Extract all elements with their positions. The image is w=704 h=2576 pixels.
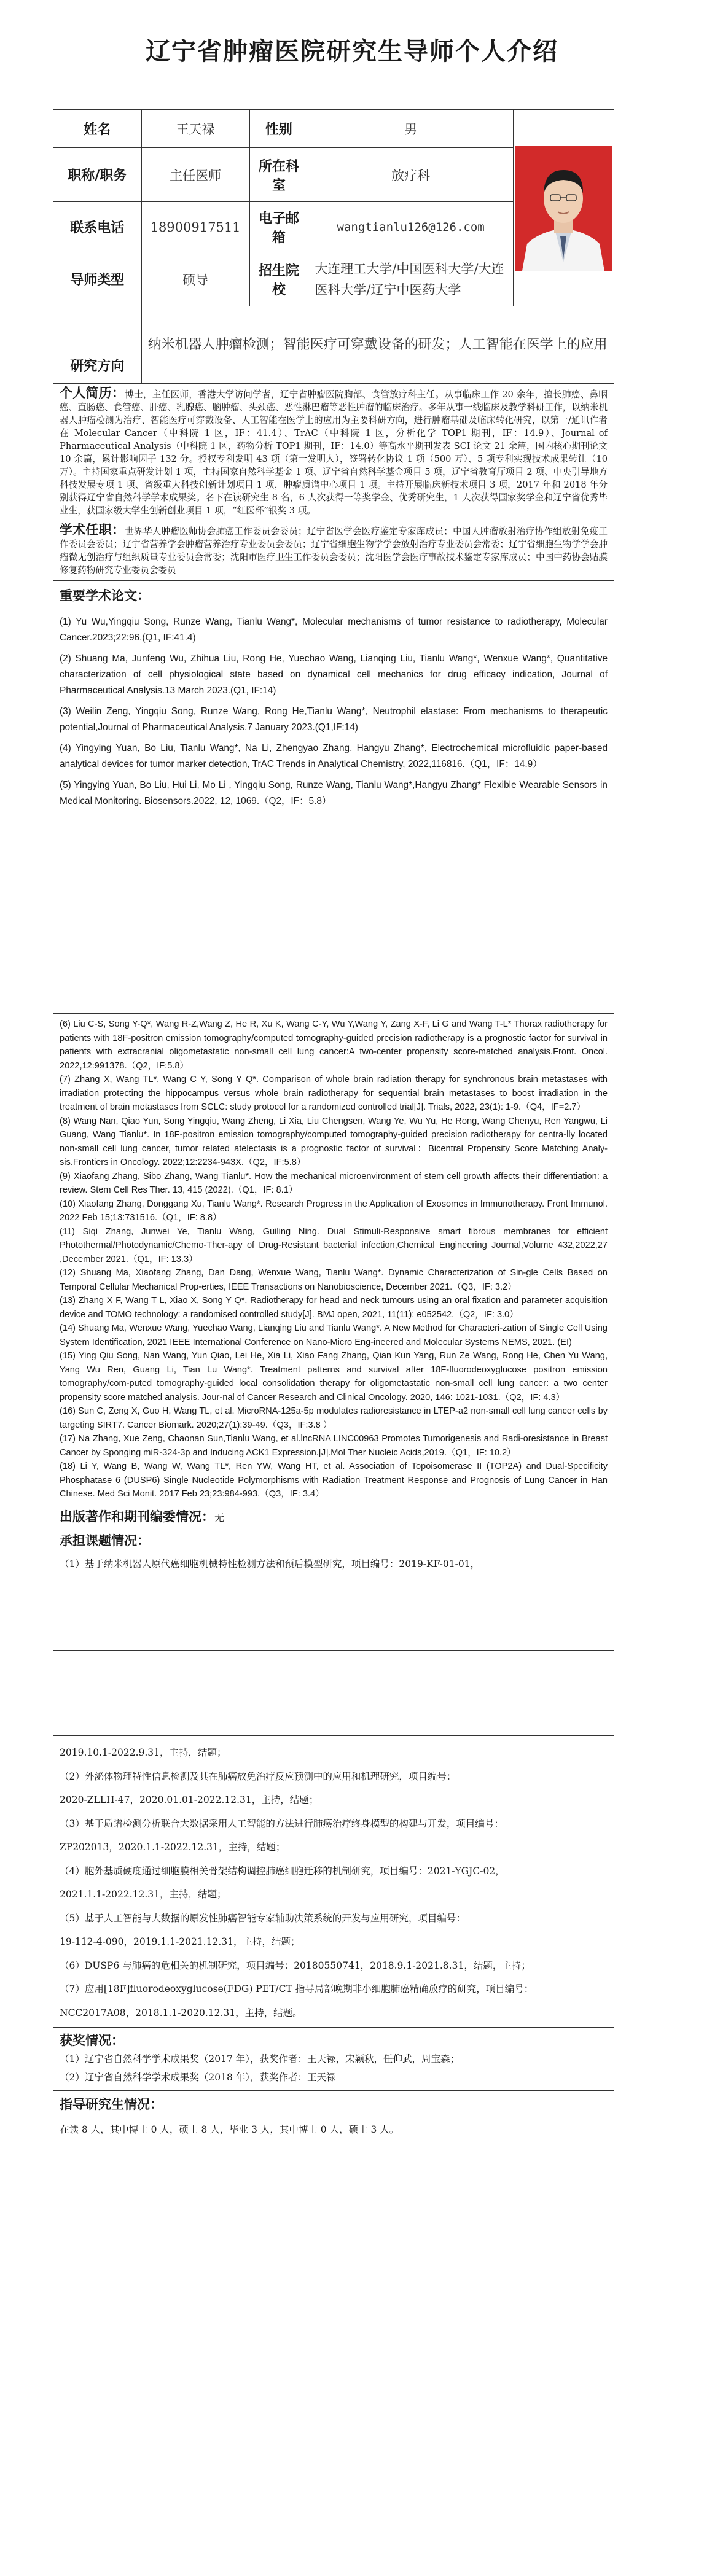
dept-label: 所在科室 <box>249 148 308 202</box>
info-table <box>53 109 614 384</box>
name-value: 王天禄 <box>141 110 249 148</box>
papers-list-1 <box>53 614 614 809</box>
paper-item: (8) Wang Nan, Qiao Yun, Song Yingqiu, Wang Zheng, Li Xia, Liu Chengsen, Wang Ye, Wu Yu, He Rong, Wang Chenyu, Ren Yangwu, Li Guang, Wang Tianlu*. In 18F-positron emission tomography/computed tomography-guided precision radiotherapy for centra-lly located non-small cell lung cancer, tumor related atelectasis is a prognostic factor of survival：Bicentral Propensity Score Matching Analy-sis.Frontiers in Oncology. 2022;12:2234-943X.（Q2，IF:5.8） <box>60 1116 608 1167</box>
bio-section <box>53 384 614 521</box>
content-box-2 <box>53 1013 614 1651</box>
academic-heading: 学术任职： <box>60 523 125 537</box>
phone-label: 联系电话 <box>53 202 142 252</box>
papers-heading: 重要学术论文： <box>60 588 150 603</box>
paper-item: (5) Yingying Yuan, Bo Liu, Hui Li, Mo Li , Yingqiu Song, Runze Wang, Tianlu Wang*,Hangyu Zhang* Flexible Wearable Sensors in Medical Monitoring. Biosensors.2022, 12, 1069.（Q2，IF：5.8） <box>60 780 608 806</box>
awards-section <box>53 2027 614 2090</box>
guidance-text: 在读 8 人，其中博士 0 人，硕士 8 人，毕业 3 人，其中博士 0 人，硕士 3 人。 <box>53 2117 614 2141</box>
paper-item: (12) Shuang Ma, Xiaofang Zhang, Dan Dang, Wenxue Wang, Tianlu Wang*. Dynamic Characterization of Sin-gle Cells Based on Temporal Cellular Mechanical Prop-erties, IEEE Transactions on Nanobioscience, December 2021.（Q3，IF: 3.2） <box>60 1268 608 1292</box>
page-title: 辽宁省肿瘤医院研究生导师个人介绍 <box>146 37 558 66</box>
projects-list-1 <box>53 1552 614 1576</box>
guidance-heading: 指导研究生情况： <box>60 2097 163 2112</box>
gender-label: 性别 <box>249 110 308 148</box>
project-item: （1）基于纳米机器人原代癌细胞机械特性检测方法和预后模型研究，项目编号：2019-KF-01-01， <box>60 1558 480 1570</box>
paper-item: (17) Na Zhang, Xue Zeng, Chaonan Sun,Tianlu Wang, et al.lncRNA LINC00963 Promotes Tumorigenesis and Radi-oresistance in Breast Cancer by Sponging miR-324-3p and Inducing ACK1 Expression.[J].Mol Ther Nucleic Acids,2019.（Q1，IF: 10.2） <box>60 1434 608 1458</box>
dept-value: 放疗科 <box>308 148 514 202</box>
research-label: 研究方向 <box>53 306 142 384</box>
paper-item: (11) Siqi Zhang, Junwei Ye, Tianlu Wang, Guiling Ning. Dual Stimuli-Responsive smart fibrous membranes for efficient Photothermal/Photodynamic/Chemo-Ther-apy of Drug-Resistant bacterial infection,Chemical Engineering Journal,Volume 432,2022,27 ,December 2021.（Q1，IF: 13.3） <box>60 1226 608 1264</box>
awards-heading: 获奖情况： <box>60 2033 124 2048</box>
school-value: 大连理工大学/中国医科大学/大连医科大学/辽宁中医药大学 <box>308 252 514 306</box>
project-item: 2021.1.1-2022.12.31，主持，结题； <box>60 1889 227 1900</box>
page-1 <box>0 0 704 858</box>
project-item: （6）DUSP6 与肺癌的危相关的机制研究，项目编号：20180550741，2018.9.1-2021.8.31，结题，主持； <box>60 1959 531 1971</box>
projects-list-2 <box>53 1736 614 2027</box>
research-value: 纳米机器人肿瘤检测；智能医疗可穿戴设备的研发；人工智能在医学上的应用 <box>141 306 614 384</box>
paper-item: (9) Xiaofang Zhang, Sibo Zhang, Wang Tianlu*. How the mechanical microenvironment of stem cell growth affects their differentiation: a review. Stem Cell Res Ther. 13, 415 (2022).（Q1，IF: 8.1） <box>60 1171 608 1195</box>
title-label: 职称/职务 <box>53 148 142 202</box>
paper-item: (1) Yu Wu,Yingqiu Song, Runze Wang, Tianlu Wang*, Molecular mechanisms of tumor resistance to radiotherapy, Molecular Cancer.2023;22:96.(Q1, IF:41.4) <box>60 617 608 643</box>
paper-item: (14) Shuang Ma, Wenxue Wang, Yuechao Wang, Lianqing Liu and Tianlu Wang*. A New Method for Characteri-zation of Single Cell Using System Identification, 2021 IEEE International Conference on Nano-Micro Eng-ineered and Molecular Systems NEMS, 2021. (EI) <box>60 1323 608 1347</box>
publications-text: 无 <box>214 1511 225 1523</box>
portrait-photo <box>515 146 612 271</box>
paper-item: (10) Xiaofang Zhang, Donggang Xu, Tianlu Wang*. Research Progress in the Application of Exosomes in Immunotherapy. Front Immunol. 2022 Feb 15;13:731516.（Q1，IF: 8.8） <box>60 1199 608 1223</box>
email-label: 电子邮箱 <box>249 202 308 252</box>
bio-text: 博士，主任医师，香港大学访问学者，辽宁省肿瘤医院胸部、食管放疗科主任。从事临床工作 20 余年，擅长肺癌、鼻咽癌、直肠癌、食管癌、肝癌、乳腺癌、脑肿瘤、头颈癌、恶性淋巴瘤等恶性肿瘤的临床治疗。多年从事一线临床及教学科研工作，以纳米机器人肿瘤检测为治疗、智能医疗可穿戴设备、人工智能在医学上的应用为主要科研方向，进行肿瘤基础及临床转化研究，以第一/通讯作者在 Molecular Cancer（中科院 1 区，IF：41.4）、TrAC（中科院 1 区，分析化学 TOP1 期刊，IF：14.9）、Journal of Pharmaceutical Analysis（中科院 1 区，药物分析 TOP1 期刊，IF：14.0）等高水平期刊发表 SCI 论文 21 余篇，国内核心期刊论文 10 余篇，累计影响因子 132 分。授权专利发明 43 项（第一发明人），签署转化协议 1 项（500 万）、5 项专利实现技术成果转让（10 万）。主持国家重点研发计划 1 项，主持国家自然科学基金 1 项、辽宁省自然科学基金项目 5 项，辽宁省教育厅项目 2 项、中央引导地方科技发展专项 1 项、省级重大科技创新计划项目 1 项，肿瘤质谱中心项目 1 项。主持开展临床新技术项目 3 项，2017 年和 2018 年分别获得辽宁省自然科学学术成果奖。名下在读研究生 8 名，6 人次获得一等奖学金、优秀研究生，1 人次获得国家奖学金和辽宁省优秀毕业生，获国家级大学生创新创业项目 1 项，“红医杯”银奖 3 项。 <box>60 389 608 516</box>
mentor-type-label: 导师类型 <box>53 252 142 306</box>
academic-text: 世界华人肿瘤医师协会肺癌工作委员会委员；辽宁省医学会医疗鉴定专家库成员；中国人肿瘤放射治疗协作组放射免疫工作委员会委员；辽宁省营养学会肿瘤营养治疗专业委员会委员；辽宁省细胞生物学学会放射治疗专业委员会常委；辽宁省细胞生物学学会肿瘤微无创治疗与组织质量专业委员会常委；沈阳市医疗卫生工作委员会委员；沈阳医学会医疗事故技术鉴定专家库成员；中国中药协会贴膜修复药物研究专业委员会委员 <box>60 526 608 575</box>
portrait-icon <box>515 146 612 271</box>
photo-cell <box>513 110 614 306</box>
project-item: （5）基于人工智能与大数据的原发性肺癌智能专家辅助决策系统的开发与应用研究，项目编号： <box>60 1912 466 1924</box>
project-item: （7）应用[18F]fluorodeoxyglucose(FDG) PET/CT 指导局部晚期非小细胞肺癌精确放疗的研究，项目编号： <box>60 1983 534 1994</box>
projects-heading-row <box>53 1528 614 1552</box>
project-item: 19-112-4-090，2019.1.1-2021.12.31，主持，结题； <box>60 1936 300 1947</box>
project-item: （3）基于质谱检测分析联合大数据采用人工智能的方法进行肺癌治疗终身模型的构建与开发，项目编号： <box>60 1818 504 1829</box>
paper-item: (4) Yingying Yuan, Bo Liu, Tianlu Wang*, Na Li, Zhengyao Zhang, Hangyu Zhang*, Electrochemical microfluidic paper-based analytical devices for tumor marker detection, TrAC Trends in Analytical Chemistry, 2022,116816.（Q1，IF：14.9） <box>60 743 608 769</box>
name-label: 姓名 <box>53 110 142 148</box>
guidance-heading-row <box>53 2090 614 2117</box>
paper-item: (6) Liu C-S, Song Y-Q*, Wang R-Z,Wang Z, He R, Xu K, Wang C-Y, Wu Y,Wang Y, Zang X-F, Li G and Wang T-L* Thorax radiotherapy for patients with 18F-positron emission tomography/computed tomography-guided precision radiotherapy is a prognostic factor for survival in patients with extracranial oligometastatic non-small cell lung cancer:A two-center propensity score-matched analysis.Front. Oncol. 2022,12:991378.（Q2，IF:5.8） <box>60 1019 608 1071</box>
project-item: ZP202013，2020.1.1-2022.12.31，主持，结题； <box>60 1842 286 1853</box>
school-label: 招生院校 <box>249 252 308 306</box>
academic-section <box>53 521 614 581</box>
projects-heading: 承担课题情况： <box>60 1533 150 1548</box>
email-value: wangtianlu126@126.com <box>308 202 514 252</box>
paper-item: (15) Ying Qiu Song, Nan Wang, Yun Qiao, Lei He, Xia Li, Xiao Fang Zhang, Qian Kun Yang, Run Ze Wang, Rong He, Chen Yu Wang, Yang Wu Ren, Guang Li, Tian Lu Wang*. Treatment patterns and survival after 18F-fluorodeoxyglucose positron emission tomography/com-puted tomography-guided local consolidation therapy for oligometastatic non-small cell lung cancer: a two center propensity score matched analysis. Jour-nal of Cancer Research and Clinical Oncology. 2020, 146: 1021-1031.（Q2，IF: 4.3） <box>60 1351 608 1403</box>
project-item: （2）外泌体物理特性信息检测及其在肺癌放免治疗反应预测中的应用和机理研究，项目编号： <box>60 1770 456 1782</box>
project-item: NCC2017A08，2018.1.1-2020.12.31，主持，结题。 <box>60 2007 302 2018</box>
page-3 <box>0 1717 704 2576</box>
paper-item: (18) Li Y, Wang B, Wang W, Wang TL*, Ren YW, Wang HT, et al. Association of Topoisomerase II (TOP2A) and Dual-Specificity Phosphatase 6 (DUSP6) Single Nucleotide Polymorphisms with Radiation Treatment Response and Prognosis of Lung Cancer in Han Chinese. Med Sci Monit. 2017 Feb 23;23:984-993.（Q3，IF: 3.4） <box>60 1461 608 1499</box>
publications-heading: 出版著作和期刊编委情况： <box>60 1509 214 1524</box>
award-item: （1）辽宁省自然科学学术成果奖（2017 年），获奖作者：王天禄，宋颖秋，任仰武，周宝森； <box>60 2053 460 2064</box>
project-item: （4）胞外基质硬度通过细胞膜相关骨架结构调控肺癌细胞迁移的机制研究，项目编号：2021-YGJC-02， <box>60 1865 505 1877</box>
papers-list-2 <box>53 1014 614 1504</box>
paper-item: (3) Weilin Zeng, Yingqiu Song, Runze Wang, Rong He,Tianlu Wang*, Neutrophil elastase: From mechanisms to therapeutic potential,Journal of Pharmaceutical Analysis.7 January 2023.(Q1,IF:14) <box>60 706 608 733</box>
content-box <box>53 384 614 835</box>
paper-item: (7) Zhang X, Wang TL*, Wang C Y, Song Y Q*. Comparison of whole brain radiation therapy for synchronous brain metastases with irradiation protecting the hippocampus versus whole brain radiotherapy for sequential brain metastases to boost irradiation in the treatment of brain metastases from SCLC: study protocol for a randomized controlled trial[J]. Trials, 2022, 23(1): 1-9.（Q4，IF=2.7） <box>60 1075 608 1112</box>
content-box-3 <box>53 1735 614 2135</box>
project-item: 2020-ZLLH-47，2020.01.01-2022.12.31，主持，结题； <box>60 1794 319 1805</box>
paper-item: (16) Sun C, Zeng X, Guo H, Wang TL, et al. MicroRNA-125a-5p modulates radioresistance in LTEP-a2 non-small cell lung cancer cells by targeting SIRT7. Cancer Biomark. 2020;27(1):39-49.（Q3，IF:3.8 ） <box>60 1406 608 1430</box>
page-2 <box>0 858 704 1717</box>
publications-section <box>53 1504 614 1528</box>
award-item: （2）辽宁省自然科学学术成果奖（2018 年），获奖作者：王天禄 <box>60 2072 336 2083</box>
paper-item: (2) Shuang Ma, Junfeng Wu, Zhihua Liu, Rong He, Yuechao Wang, Lianqing Liu, Tianlu Wang*, Wenxue Wang*, Quantitative characterization of cell physiological state based on dynamical cell mechanics for drug efficacy indication, Journal of Pharmaceutical Analysis.13 March 2023.(Q1, IF:14) <box>60 653 608 696</box>
gender-value: 男 <box>308 110 514 148</box>
paper-item: (13) Zhang X F, Wang T L, Xiao X, Song Y Q*. Radiotherapy for head and neck tumours using an oral fixation and parameter acquisition device and TOMO technology: a randomised controlled study[J]. BMJ open, 2021, 11(11): e052542.（Q2，IF: 3.0） <box>60 1296 608 1320</box>
awards-list <box>60 2050 608 2087</box>
phone-value: 18900917511 <box>141 202 249 252</box>
bio-heading: 个人简历： <box>60 386 125 400</box>
mentor-type-value: 硕导 <box>141 252 249 306</box>
title-value: 主任医师 <box>141 148 249 202</box>
project-item: 2019.10.1-2022.9.31，主持，结题； <box>60 1747 227 1758</box>
